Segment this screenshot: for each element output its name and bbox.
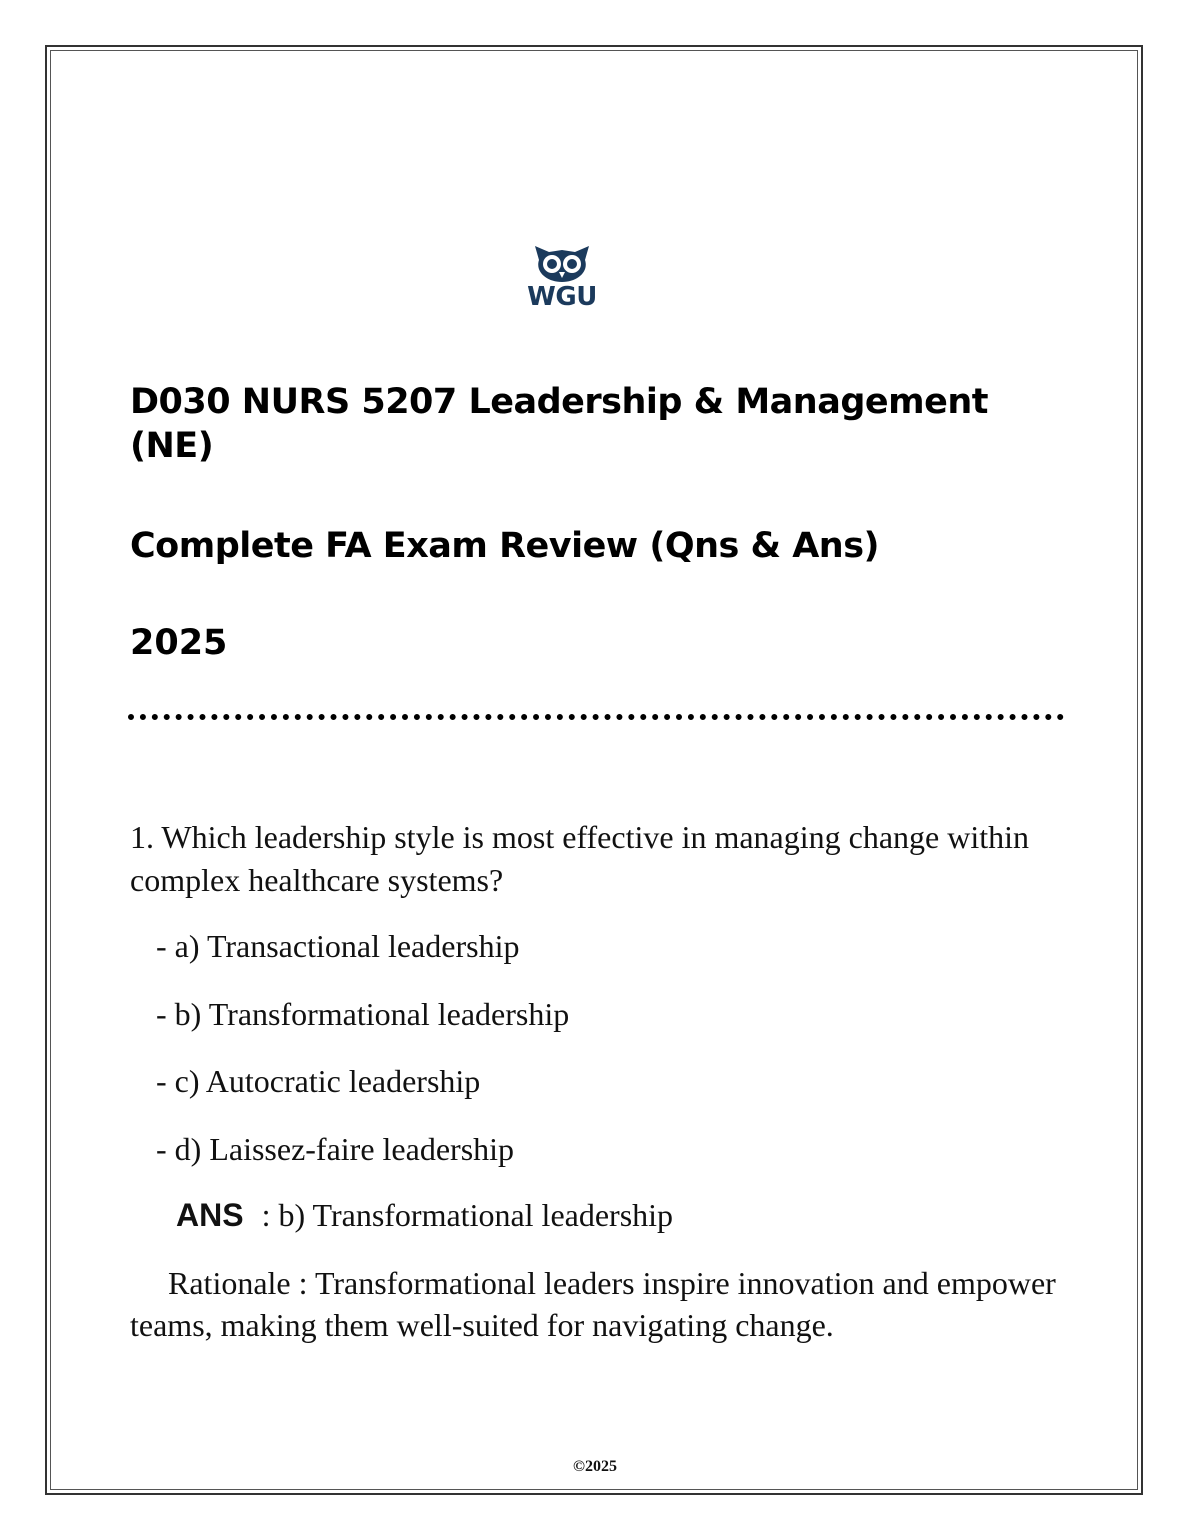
document-subtitle: Complete FA Exam Review (Qns & Ans)	[130, 526, 880, 566]
option-d: - d) Laissez-faire leadership	[156, 1131, 515, 1167]
document-title: D030 NURS 5207 Leadership & Management (NE)	[130, 382, 988, 466]
owl-icon	[519, 242, 605, 284]
option-a: - a) Transactional leadership	[156, 928, 520, 964]
dotted-divider	[128, 714, 1064, 720]
answer-text: : b) Transformational leadership	[261, 1197, 674, 1233]
option-b: - b) Transformational leadership	[156, 996, 570, 1032]
rationale-text: Rationale : Transformational leaders inspire innovation and empower teams, making them well-suited for navigating change.	[130, 1265, 1056, 1343]
footer-copyright: ©2025	[573, 1458, 617, 1475]
option-c: - c) Autocratic leadership	[156, 1063, 481, 1099]
logo-text: WGU	[527, 282, 597, 312]
wgu-logo	[519, 242, 605, 314]
answer-line	[176, 1195, 673, 1235]
question-text: 1. Which leadership style is most effective in managing change within complex healthcare systems?	[130, 819, 1030, 898]
document-year: 2025	[130, 623, 228, 663]
answer-label: ANS	[176, 1197, 244, 1233]
